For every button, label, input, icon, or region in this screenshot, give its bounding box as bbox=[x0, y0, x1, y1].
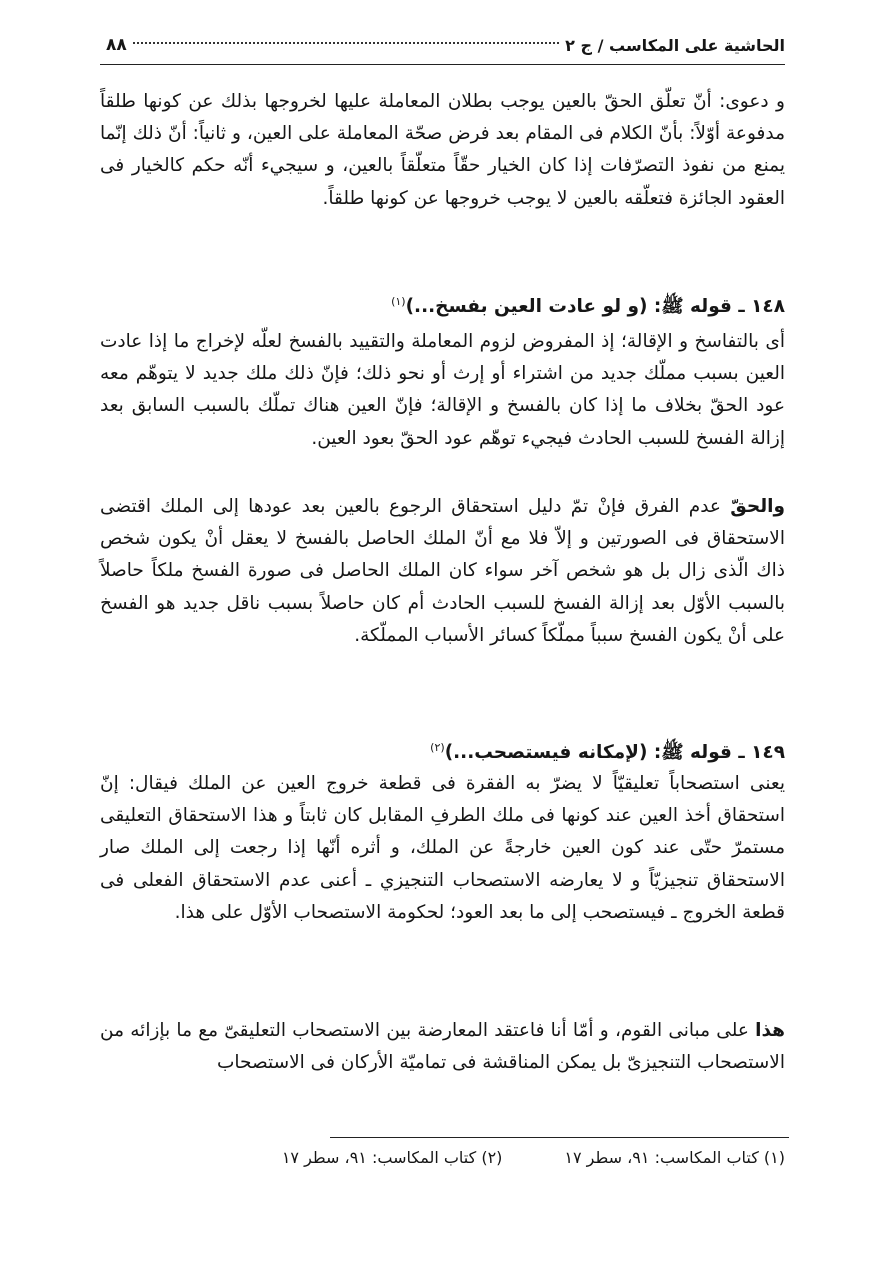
paragraph-148-2 bbox=[100, 491, 785, 652]
section-heading-149 bbox=[100, 732, 785, 769]
heading-148-text: ١٤٨ ـ قوله ﷺ: (و لو عادت العين بفسخ...) bbox=[405, 296, 785, 318]
footnotes bbox=[200, 1148, 785, 1167]
footnote-ref-1: (١) bbox=[391, 295, 406, 308]
running-head bbox=[100, 28, 785, 62]
paragraph-148-2-text: عدم الفرق فإنْ تمّ دليل استحقاق الرجوع بالعين بعد عودها إلى الملك اقتضى الاستحقاق فى الصورتين و إلاّ فلا مع أنّ الملك الحاصل بالفسخ لا يعقل أنْ يكون شخص ذاك الّذى زال بل هو شخص آخر سواء كان الملك الحاصل فى صورة الفسخ ملكاً حاصلاً بالسبب الأوّل بعد إزالة الفسخ للسبب الحادث أم كان حاصلاً بسبب ناقل جديد هو الفسخ على أنْ يكون الفسخ سبباً مملّكاً كسائر الأسباب المملّكة. bbox=[100, 496, 785, 646]
footnote-ref-2: (٢) bbox=[430, 741, 445, 754]
running-head-title: الحاشية على المكاسب / ج ٢ bbox=[565, 35, 785, 55]
page-number: ٨٨ bbox=[106, 35, 127, 55]
paragraph-148-1: أى بالتفاسخ و الإقالة؛ إذ المفروض لزوم المعاملة والتقييد بالفسخ لعلّه لإخراج ما إذا عادت العين بسبب مملّك جديد من اشتراء أو إرث أو نحو ذلك؛ فإنّ ذلك ملك جديد لا يتوهّم معه عود الحقّ بخلاف ما إذا كان بالفسخ و الإقالة؛ فإنّ العين هناك تملّك بالسبب السابق بعد إزالة الفسخ للسبب الحادث فيجيء توهّم عود الحقّ بعود العين. bbox=[100, 331, 785, 449]
footnote-2: (٢) كتاب المكاسب: ٩١، سطر ١٧ bbox=[281, 1148, 503, 1167]
paragraph-149-1: يعنى استصحاباً تعليقيّاً لا يضرّ به الفقرة فى قطعة خروج العين عن الملك فيقال: إنّ استحقاق أخذ العين عند كونها فى ملك الطرفِ المقابل كان ثابتاً و هذا الاستحقاق التعليقى مستمرّ حتّى عند كون العين خارجةً عن الملك، و أثره أنّها إذا رجعت إلى الملك صار الاستحقاق تنجيزيّاً و لا يعارضه الاستصحاب التنجيزي ـ أعنى عدم الاستحقاق الفعلى فى قطعة الخروج ـ فيستصحب إلى ما بعد العود؛ لحكومة الاستصحاب الأوّل على هذا. bbox=[100, 773, 785, 923]
leader-dots bbox=[133, 28, 559, 44]
section-heading-148 bbox=[100, 286, 785, 323]
paragraph-lead-word: هذا bbox=[755, 1020, 785, 1041]
paragraph-149-2-text: على مبانى القوم، و أمّا أنا فاعتقد المعارضة بين الاستصحاب التعليقىّ مع ما بإزائه من الاستصحاب التنجيزىّ بل يمكن المناقشة فى تماميّة الأركان فى الاستصحاب bbox=[100, 1020, 785, 1074]
footnote-1: (١) كتاب المكاسب: ٩١، سطر ١٧ bbox=[564, 1148, 785, 1167]
heading-149-text: ١٤٩ ـ قوله ﷺ: (لإمكانه فيستصحب...) bbox=[444, 742, 785, 764]
paragraph-intro: و دعوى: أنّ تعلّق الحقّ بالعين يوجب بطلان المعاملة عليها لخروجها بذلك عن كونها طلقاً مدفوعة أوّلاً: بأنّ الكلام فى المقام بعد فرض صحّة المعاملة على العين، و ثانياً: أنّ ذلك إنّما يمنع من نفوذ التصرّفات إذا كان الخيار حقّاً متعلّقاً بالعين، و سيجيء أنّه حكم كالخيار فى العقود الجائزة فتعلّقه بالعين لا يوجب خروجها عن كونها طلقاً. bbox=[100, 91, 785, 209]
footnote-rule bbox=[330, 1137, 789, 1138]
paragraph-lead-word: والحقّ bbox=[730, 496, 785, 517]
paragraph-149-2 bbox=[100, 1015, 785, 1079]
header-rule bbox=[100, 64, 785, 65]
